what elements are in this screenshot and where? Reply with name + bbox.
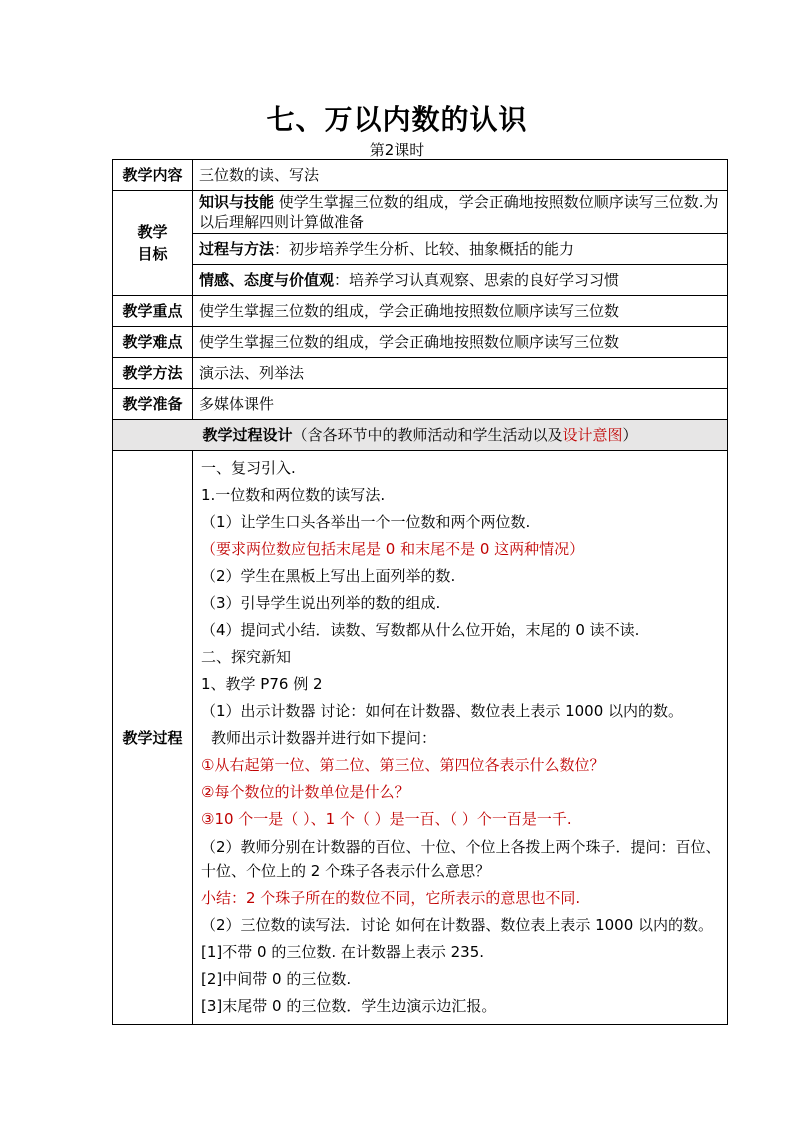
process-line-14: ③10 个一是（ ）、1 个（ ）是一百、（ ）个一百是一千. <box>201 810 572 828</box>
lesson-plan-table <box>112 159 728 1025</box>
process-line-16: 小结：2 个珠子所在的数位不同，它所表示的意思也不同. <box>201 889 581 907</box>
process-line-2: 1.一位数和两位数的读写法. <box>201 486 386 504</box>
process-method-cell <box>193 234 728 265</box>
design-header-red: 设计意图 <box>562 426 623 444</box>
emotion-value-label: 情感、态度与价值观 <box>199 271 335 289</box>
process-line-1: 一、复习引入. <box>201 459 296 477</box>
content-row <box>113 160 728 191</box>
process-line-6: （3）引导学生说出列举的数的组成. <box>201 594 441 612</box>
preparation-label: 教学准备 <box>113 389 193 420</box>
method-row <box>113 358 728 389</box>
knowledge-skill-text: 使学生掌握三位数的组成，学会正确地按照数位顺序读写三位数.为以后理解四则计算做准备 <box>199 193 719 231</box>
preparation-row <box>113 389 728 420</box>
knowledge-skill-cell <box>193 191 728 234</box>
objectives-label <box>113 191 193 296</box>
emotion-value-cell <box>193 265 728 296</box>
page-title: 七、万以内数的认识 <box>266 103 528 136</box>
process-line-4: （要求两位数应包括末尾是 0 和末尾不是 0 这两种情况） <box>201 540 585 558</box>
objectives-row-knowledge <box>113 191 728 234</box>
difficulty-row <box>113 327 728 358</box>
process-line-12: ①从右起第一位、第二位、第三位、第四位各表示什么数位？ <box>201 756 605 774</box>
knowledge-skill-label: 知识与技能 <box>199 193 275 211</box>
process-line-19: [2]中间带 0 的三位数. <box>201 970 352 988</box>
process-line-3: （1）让学生口头各举出一个一位数和两个两位数. <box>201 513 531 531</box>
process-row <box>113 451 728 1025</box>
process-method-label: 过程与方法 <box>199 240 275 258</box>
objectives-row-process <box>113 234 728 265</box>
difficulty-label: 教学难点 <box>113 327 193 358</box>
key-point-label: 教学重点 <box>113 296 193 327</box>
design-header-row <box>113 420 728 451</box>
process-line-15: （2）教师分别在计数器的百位、十位、个位上各拨上两个珠子．提问：百位、十位、个位上的 2 个珠子各表示什么意思？ <box>201 838 721 880</box>
process-line-8: 二、探究新知 <box>201 648 292 666</box>
process-line-9: 1、教学 P76 例 2 <box>201 675 323 693</box>
key-point-value: 使学生掌握三位数的组成，学会正确地按照数位顺序读写三位数 <box>193 296 728 327</box>
process-line-13: ②每个数位的计数单位是什么？ <box>201 783 410 801</box>
design-header-note: （含各环节中的教师活动和学生活动以及 <box>292 426 563 444</box>
process-line-7: （4）提问式小结．读数、写数都从什么位开始，末尾的 0 读不读. <box>201 621 640 639</box>
design-header-end: ） <box>622 426 638 444</box>
process-label: 教学过程 <box>113 451 193 1025</box>
content-label: 教学内容 <box>113 160 193 191</box>
method-label: 教学方法 <box>113 358 193 389</box>
design-header-bold: 教学过程设计 <box>202 426 293 444</box>
process-line-18: [1]不带 0 的三位数. 在计数器上表示 235. <box>201 943 485 961</box>
process-content <box>193 451 728 1025</box>
objectives-label-line2: 目标 <box>137 245 168 263</box>
preparation-value: 多媒体课件 <box>193 389 728 420</box>
process-line-20: [3]末尾带 0 的三位数．学生边演示边汇报。 <box>201 997 497 1015</box>
process-line-10: （1）出示计数器 讨论：如何在计数器、数位表上表示 1000 以内的数。 <box>201 702 684 720</box>
content-value: 三位数的读、写法 <box>193 160 728 191</box>
lesson-number: 第2课时 <box>369 141 425 159</box>
method-value: 演示法、列举法 <box>193 358 728 389</box>
objectives-row-emotion <box>113 265 728 296</box>
process-line-11: 教师出示计数器并进行如下提问： <box>211 729 437 747</box>
key-point-row <box>113 296 728 327</box>
difficulty-value: 使学生掌握三位数的组成，学会正确地按照数位顺序读写三位数 <box>193 327 728 358</box>
process-method-text: ：初步培养学生分析、比较、抽象概括的能力 <box>274 240 575 258</box>
design-header <box>113 420 728 451</box>
objectives-label-line1: 教学 <box>137 223 168 241</box>
process-line-17: （2）三位数的读写法．讨论 如何在计数器、数位表上表示 1000 以内的数。 <box>201 916 714 934</box>
process-line-5: （2）学生在黑板上写出上面列举的数. <box>201 567 456 585</box>
emotion-value-text: ：培养学习认真观察、思索的良好学习习惯 <box>334 271 620 289</box>
